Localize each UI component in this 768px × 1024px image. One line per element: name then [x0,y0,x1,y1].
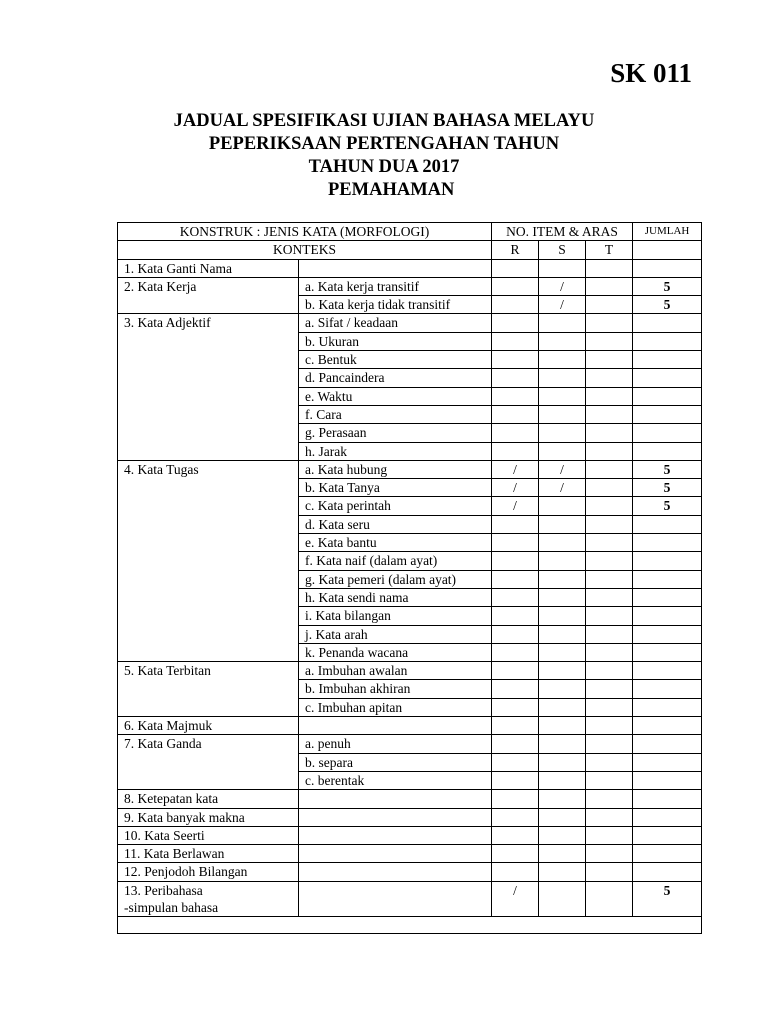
jumlah-cell [633,534,702,552]
table-row [118,753,702,771]
aras-t-cell [586,899,633,917]
aras-r-cell [492,680,539,698]
table-row [118,680,702,698]
header-r: R [492,241,539,259]
subcategory-cell [299,863,492,881]
aras-t-cell [586,351,633,369]
aras-r-cell [492,717,539,735]
category-cell [118,570,299,588]
aras-r-cell [492,863,539,881]
table-row [118,314,702,332]
table-row [118,771,702,789]
category-cell [118,552,299,570]
jumlah-cell [633,735,702,753]
header-jumlah: JUMLAH [633,223,702,241]
aras-r-cell: / [492,479,539,497]
jumlah-cell [633,771,702,789]
jumlah-cell [633,405,702,423]
category-cell [118,442,299,460]
jumlah-cell [633,845,702,863]
category-cell: -simpulan bahasa [118,899,299,917]
header-konteks: KONTEKS [118,241,492,259]
aras-s-cell [539,771,586,789]
category-cell [118,405,299,423]
jumlah-cell [633,790,702,808]
category-cell [118,771,299,789]
subcategory-cell: e. Waktu [299,387,492,405]
aras-t-cell [586,808,633,826]
table-row [118,424,702,442]
subcategory-cell: i. Kata bilangan [299,607,492,625]
jumlah-cell [633,387,702,405]
aras-s-cell [539,570,586,588]
jumlah-cell [633,899,702,917]
aras-s-cell [539,607,586,625]
jumlah-cell: 5 [633,497,702,515]
aras-t-cell [586,479,633,497]
aras-t-cell [586,460,633,478]
subcategory-cell [299,790,492,808]
table-row [118,643,702,661]
jumlah-cell [633,607,702,625]
header-konstruk: KONSTRUK : JENIS KATA (MORFOLOGI) [118,223,492,241]
header-no-item: NO. ITEM & ARAS [492,223,633,241]
jumlah-cell [633,332,702,350]
aras-s-cell [539,662,586,680]
jumlah-cell [633,424,702,442]
table-row [118,479,702,497]
aras-r-cell [492,351,539,369]
aras-s-cell [539,881,586,899]
category-cell: 5. Kata Terbitan [118,662,299,680]
aras-t-cell [586,497,633,515]
category-cell [118,643,299,661]
aras-s-cell [539,497,586,515]
category-cell: 12. Penjodoh Bilangan [118,863,299,881]
aras-s-cell [539,698,586,716]
subcategory-cell: k. Penanda wacana [299,643,492,661]
title-line-4: PEMAHAMAN [328,180,455,200]
aras-r-cell [492,735,539,753]
aras-r-cell [492,753,539,771]
category-cell: 1. Kata Ganti Nama [118,259,299,277]
aras-t-cell [586,881,633,899]
jumlah-cell [633,369,702,387]
aras-s-cell [539,534,586,552]
aras-s-cell [539,625,586,643]
category-cell: 3. Kata Adjektif [118,314,299,332]
aras-t-cell [586,845,633,863]
category-cell: 6. Kata Majmuk [118,717,299,735]
aras-s-cell [539,515,586,533]
category-cell [118,515,299,533]
aras-t-cell [586,717,633,735]
subcategory-cell: a. Kata kerja transitif [299,277,492,295]
category-cell: 11. Kata Berlawan [118,845,299,863]
table-row [118,717,702,735]
table-row-blank [118,917,702,934]
aras-s-cell [539,387,586,405]
aras-s-cell [539,735,586,753]
category-cell: 13. Peribahasa [118,881,299,899]
header-s: S [539,241,586,259]
table-row [118,497,702,515]
jumlah-cell [633,863,702,881]
subcategory-cell: a. Sifat / keadaan [299,314,492,332]
aras-r-cell [492,771,539,789]
table-row [118,808,702,826]
jumlah-cell [633,259,702,277]
jumlah-cell: 5 [633,296,702,314]
aras-s-cell [539,369,586,387]
document-titles [0,110,768,202]
aras-r-cell: / [492,881,539,899]
aras-s-cell [539,863,586,881]
aras-s-cell [539,643,586,661]
jumlah-cell [633,588,702,606]
subcategory-cell [299,881,492,899]
category-cell [118,607,299,625]
subcategory-cell [299,259,492,277]
table-row [118,570,702,588]
subcategory-cell [299,808,492,826]
table-body [118,259,702,934]
table-row [118,881,702,899]
jumlah-cell [633,442,702,460]
blank-cell [118,917,702,934]
table-row [118,442,702,460]
aras-s-cell [539,680,586,698]
aras-t-cell [586,698,633,716]
table-row [118,387,702,405]
subcategory-cell: b. Kata kerja tidak transitif [299,296,492,314]
aras-t-cell [586,296,633,314]
aras-s-cell [539,588,586,606]
category-cell [118,369,299,387]
aras-r-cell [492,424,539,442]
aras-s-cell [539,332,586,350]
subcategory-cell: d. Pancaindera [299,369,492,387]
aras-r-cell [492,369,539,387]
table-row [118,863,702,881]
aras-r-cell [492,643,539,661]
table-row [118,588,702,606]
aras-t-cell [586,405,633,423]
jumlah-cell [633,570,702,588]
aras-s-cell [539,314,586,332]
aras-t-cell [586,771,633,789]
aras-s-cell [539,717,586,735]
aras-t-cell [586,259,633,277]
aras-t-cell [586,534,633,552]
aras-r-cell [492,515,539,533]
aras-r-cell: / [492,497,539,515]
category-cell [118,332,299,350]
aras-t-cell [586,387,633,405]
aras-s-cell [539,442,586,460]
category-cell: 10. Kata Seerti [118,826,299,844]
table-row [118,845,702,863]
table-row [118,607,702,625]
aras-t-cell [586,424,633,442]
subcategory-cell: j. Kata arah [299,625,492,643]
aras-r-cell [492,826,539,844]
aras-s-cell [539,826,586,844]
jumlah-cell [633,808,702,826]
category-cell [118,588,299,606]
table-row [118,899,702,917]
subcategory-cell: c. Bentuk [299,351,492,369]
aras-r-cell [492,808,539,826]
subcategory-cell: h. Jarak [299,442,492,460]
jumlah-cell [633,643,702,661]
subcategory-cell: f. Kata naif (dalam ayat) [299,552,492,570]
aras-t-cell [586,570,633,588]
title-line-2: PEPERIKSAAN PERTENGAHAN TAHUN [208,134,560,154]
jumlah-cell [633,515,702,533]
aras-r-cell [492,387,539,405]
table-row [118,515,702,533]
jumlah-cell: 5 [633,277,702,295]
subcategory-cell: a. Imbuhan awalan [299,662,492,680]
category-cell [118,479,299,497]
aras-t-cell [586,863,633,881]
aras-t-cell [586,790,633,808]
table-row [118,369,702,387]
category-cell [118,698,299,716]
aras-t-cell [586,625,633,643]
table-row [118,826,702,844]
subcategory-cell: a. Kata hubung [299,460,492,478]
table-row [118,698,702,716]
subcategory-cell: b. separa [299,753,492,771]
category-cell [118,497,299,515]
aras-r-cell [492,442,539,460]
aras-s-cell [539,552,586,570]
aras-s-cell [539,351,586,369]
subcategory-cell: c. Kata perintah [299,497,492,515]
aras-t-cell [586,552,633,570]
table-row [118,277,702,295]
aras-s-cell [539,808,586,826]
subcategory-cell [299,845,492,863]
aras-s-cell [539,424,586,442]
table-row [118,790,702,808]
subcategory-cell [299,717,492,735]
aras-r-cell [492,259,539,277]
aras-s-cell [539,899,586,917]
jumlah-cell [633,826,702,844]
category-cell: 8. Ketepatan kata [118,790,299,808]
header-t: T [586,241,633,259]
subcategory-cell: g. Kata pemeri (dalam ayat) [299,570,492,588]
subcategory-cell: f. Cara [299,405,492,423]
aras-s-cell: / [539,479,586,497]
aras-r-cell [492,625,539,643]
aras-r-cell [492,588,539,606]
table-row [118,625,702,643]
subcategory-cell: b. Kata Tanya [299,479,492,497]
table-row [118,351,702,369]
aras-r-cell [492,570,539,588]
aras-t-cell [586,753,633,771]
table-row [118,552,702,570]
document-code: SK 011 [610,58,692,88]
aras-r-cell [492,332,539,350]
aras-t-cell [586,515,633,533]
category-cell: 2. Kata Kerja [118,277,299,295]
category-cell [118,625,299,643]
category-cell [118,351,299,369]
aras-r-cell [492,405,539,423]
category-cell [118,534,299,552]
subcategory-cell: g. Perasaan [299,424,492,442]
category-cell [118,387,299,405]
header-jumlah-blank [633,241,702,259]
subcategory-cell: h. Kata sendi nama [299,588,492,606]
aras-r-cell [492,552,539,570]
aras-t-cell [586,662,633,680]
table-row [118,405,702,423]
aras-s-cell [539,753,586,771]
jumlah-cell [633,753,702,771]
aras-s-cell [539,405,586,423]
aras-r-cell [492,698,539,716]
table-row [118,662,702,680]
aras-t-cell [586,607,633,625]
title-line-3: TAHUN DUA 2017 [308,157,460,177]
table-row [118,460,702,478]
subcategory-cell: b. Ukuran [299,332,492,350]
aras-s-cell [539,790,586,808]
category-cell: 7. Kata Ganda [118,735,299,753]
jumlah-cell [633,662,702,680]
subcategory-cell: b. Imbuhan akhiran [299,680,492,698]
aras-t-cell [586,332,633,350]
category-cell [118,424,299,442]
aras-r-cell [492,314,539,332]
jumlah-cell: 5 [633,881,702,899]
category-cell [118,753,299,771]
aras-r-cell [492,899,539,917]
jumlah-cell [633,717,702,735]
aras-t-cell [586,680,633,698]
jumlah-cell [633,680,702,698]
subcategory-cell: c. Imbuhan apitan [299,698,492,716]
aras-r-cell [492,790,539,808]
category-cell [118,680,299,698]
aras-r-cell: / [492,460,539,478]
aras-t-cell [586,442,633,460]
table-row [118,534,702,552]
jumlah-cell [633,698,702,716]
title-line-1: JADUAL SPESIFIKASI UJIAN BAHASA MELAYU [173,111,595,131]
aras-t-cell [586,643,633,661]
aras-t-cell [586,277,633,295]
subcategory-cell [299,899,492,917]
jumlah-cell [633,552,702,570]
aras-s-cell: / [539,296,586,314]
category-cell: 9. Kata banyak makna [118,808,299,826]
aras-s-cell: / [539,277,586,295]
aras-s-cell [539,845,586,863]
aras-t-cell [586,588,633,606]
aras-t-cell [586,826,633,844]
subcategory-cell: e. Kata bantu [299,534,492,552]
jumlah-cell [633,314,702,332]
table-row [118,332,702,350]
specification-table [117,222,702,934]
aras-s-cell: / [539,460,586,478]
subcategory-cell: a. penuh [299,735,492,753]
aras-r-cell [492,277,539,295]
aras-r-cell [492,662,539,680]
table-row [118,296,702,314]
aras-r-cell [492,534,539,552]
category-cell [118,296,299,314]
subcategory-cell [299,826,492,844]
aras-r-cell [492,845,539,863]
subcategory-cell: c. berentak [299,771,492,789]
subcategory-cell: d. Kata seru [299,515,492,533]
jumlah-cell: 5 [633,460,702,478]
aras-t-cell [586,314,633,332]
jumlah-cell [633,625,702,643]
aras-t-cell [586,369,633,387]
aras-r-cell [492,607,539,625]
table-row [118,259,702,277]
table-row [118,735,702,753]
aras-r-cell [492,296,539,314]
jumlah-cell [633,351,702,369]
aras-s-cell [539,259,586,277]
jumlah-cell: 5 [633,479,702,497]
category-cell: 4. Kata Tugas [118,460,299,478]
aras-t-cell [586,735,633,753]
